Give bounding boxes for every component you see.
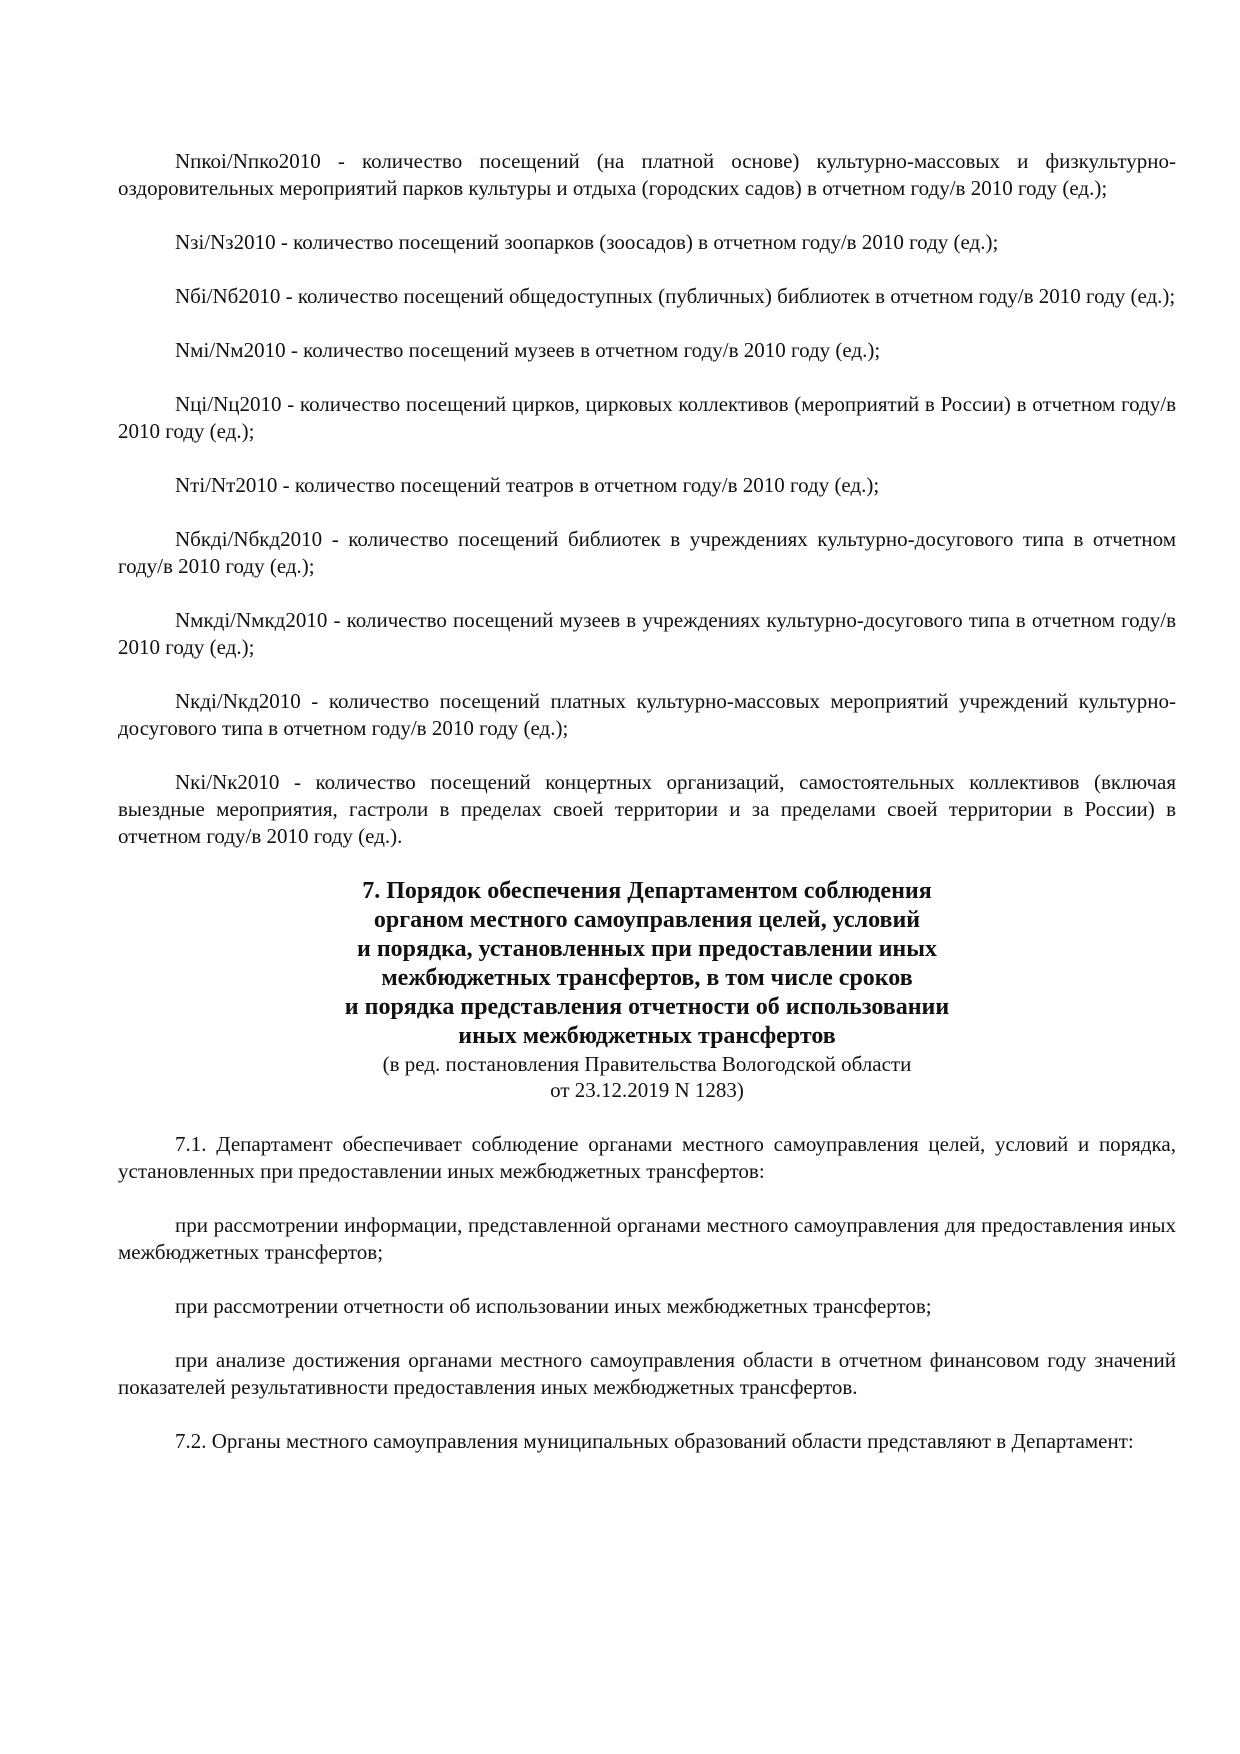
note-line: (в ред. постановления Правительства Вологодской области [382,1052,912,1076]
paragraph-nkd: Nкдi/Nкд2010 - количество посещений платных культурно-массовых мероприятий учреждений культурно-досугового типа в отчетном году/в 2010 году (ед.); [118,689,1176,740]
heading-line: 7. Порядок обеспечения Департаментом соблюдения [362,878,932,904]
paragraph-nk: Nкi/Nк2010 - количество посещений концертных организаций, самостоятельных коллективов (включая выездные мероприятия, гастроли в пределах своей территории и за пределами своей территории в России) в отчетном году/в 2010 году (ед.). [118,770,1176,848]
paragraph-npko: Nпкоi/Nпко2010 - количество посещений (на платной основе) культурно-массовых и физкультурно-оздоровительных мероприятий парков культуры и отдыха (городских садов) в отчетном году/в 2010 году (ед.); [118,149,1176,200]
heading-line: и порядка представления отчетности об использовании [344,994,950,1020]
heading-line: иных межбюджетных трансфертов [458,1023,836,1049]
paragraph-nb: Nбi/Nб2010 - количество посещений общедоступных (публичных) библиотек в отчетном году/в 2010 году (ед.); [175,284,1176,308]
section-heading [118,877,1176,1051]
document-page [118,148,1176,1482]
note-line: от 23.12.2019 N 1283) [550,1078,744,1102]
paragraph-report-review: при рассмотрении отчетности об использовании иных межбюджетных трансфертов; [175,1294,932,1318]
paragraph-analysis: при анализе достижения органами местного самоуправления области в отчетном финансовом году значений показателей результативности предоставления иных межбюджетных трансфертов. [118,1348,1176,1399]
heading-line: межбюджетных трансфертов, в том числе сроков [381,965,913,991]
paragraph-nbkd: Nбкдi/Nбкд2010 - количество посещений библиотек в учреждениях культурно-досугового типа в отчетном году/в 2010 году (ед.); [118,527,1176,578]
paragraph-nmkd: Nмкдi/Nмкд2010 - количество посещений музеев в учреждениях культурно-досугового типа в отчетном году/в 2010 году (ед.); [118,608,1176,659]
paragraph-info-review: при рассмотрении информации, представленной органами местного самоуправления для предоставления иных межбюджетных трансфертов; [118,1213,1176,1264]
paragraph-nm: Nмi/Nм2010 - количество посещений музеев в отчетном году/в 2010 году (ед.); [175,338,881,362]
paragraph-7-2: 7.2. Органы местного самоуправления муниципальных образований области представляют в Департамент: [175,1429,1134,1453]
paragraph-nz: Nзi/Nз2010 - количество посещений зоопарков (зоосадов) в отчетном году/в 2010 году (ед.); [175,230,999,254]
heading-line: и порядка, установленных при предоставлении иных [356,936,937,962]
paragraph-nc: Nцi/Nц2010 - количество посещений цирков, цирковых коллективов (мероприятий в России) в отчетном году/в 2010 году (ед.); [118,392,1176,443]
amendment-note [118,1051,1176,1103]
paragraph-nt: Nтi/Nт2010 - количество посещений театров в отчетном году/в 2010 году (ед.); [175,473,880,497]
paragraph-7-1: 7.1. Департамент обеспечивает соблюдение органами местного самоуправления целей, условий и порядка, установленных при предоставлении иных межбюджетных трансфертов: [118,1132,1176,1183]
heading-line: органом местного самоуправления целей, условий [373,907,921,933]
